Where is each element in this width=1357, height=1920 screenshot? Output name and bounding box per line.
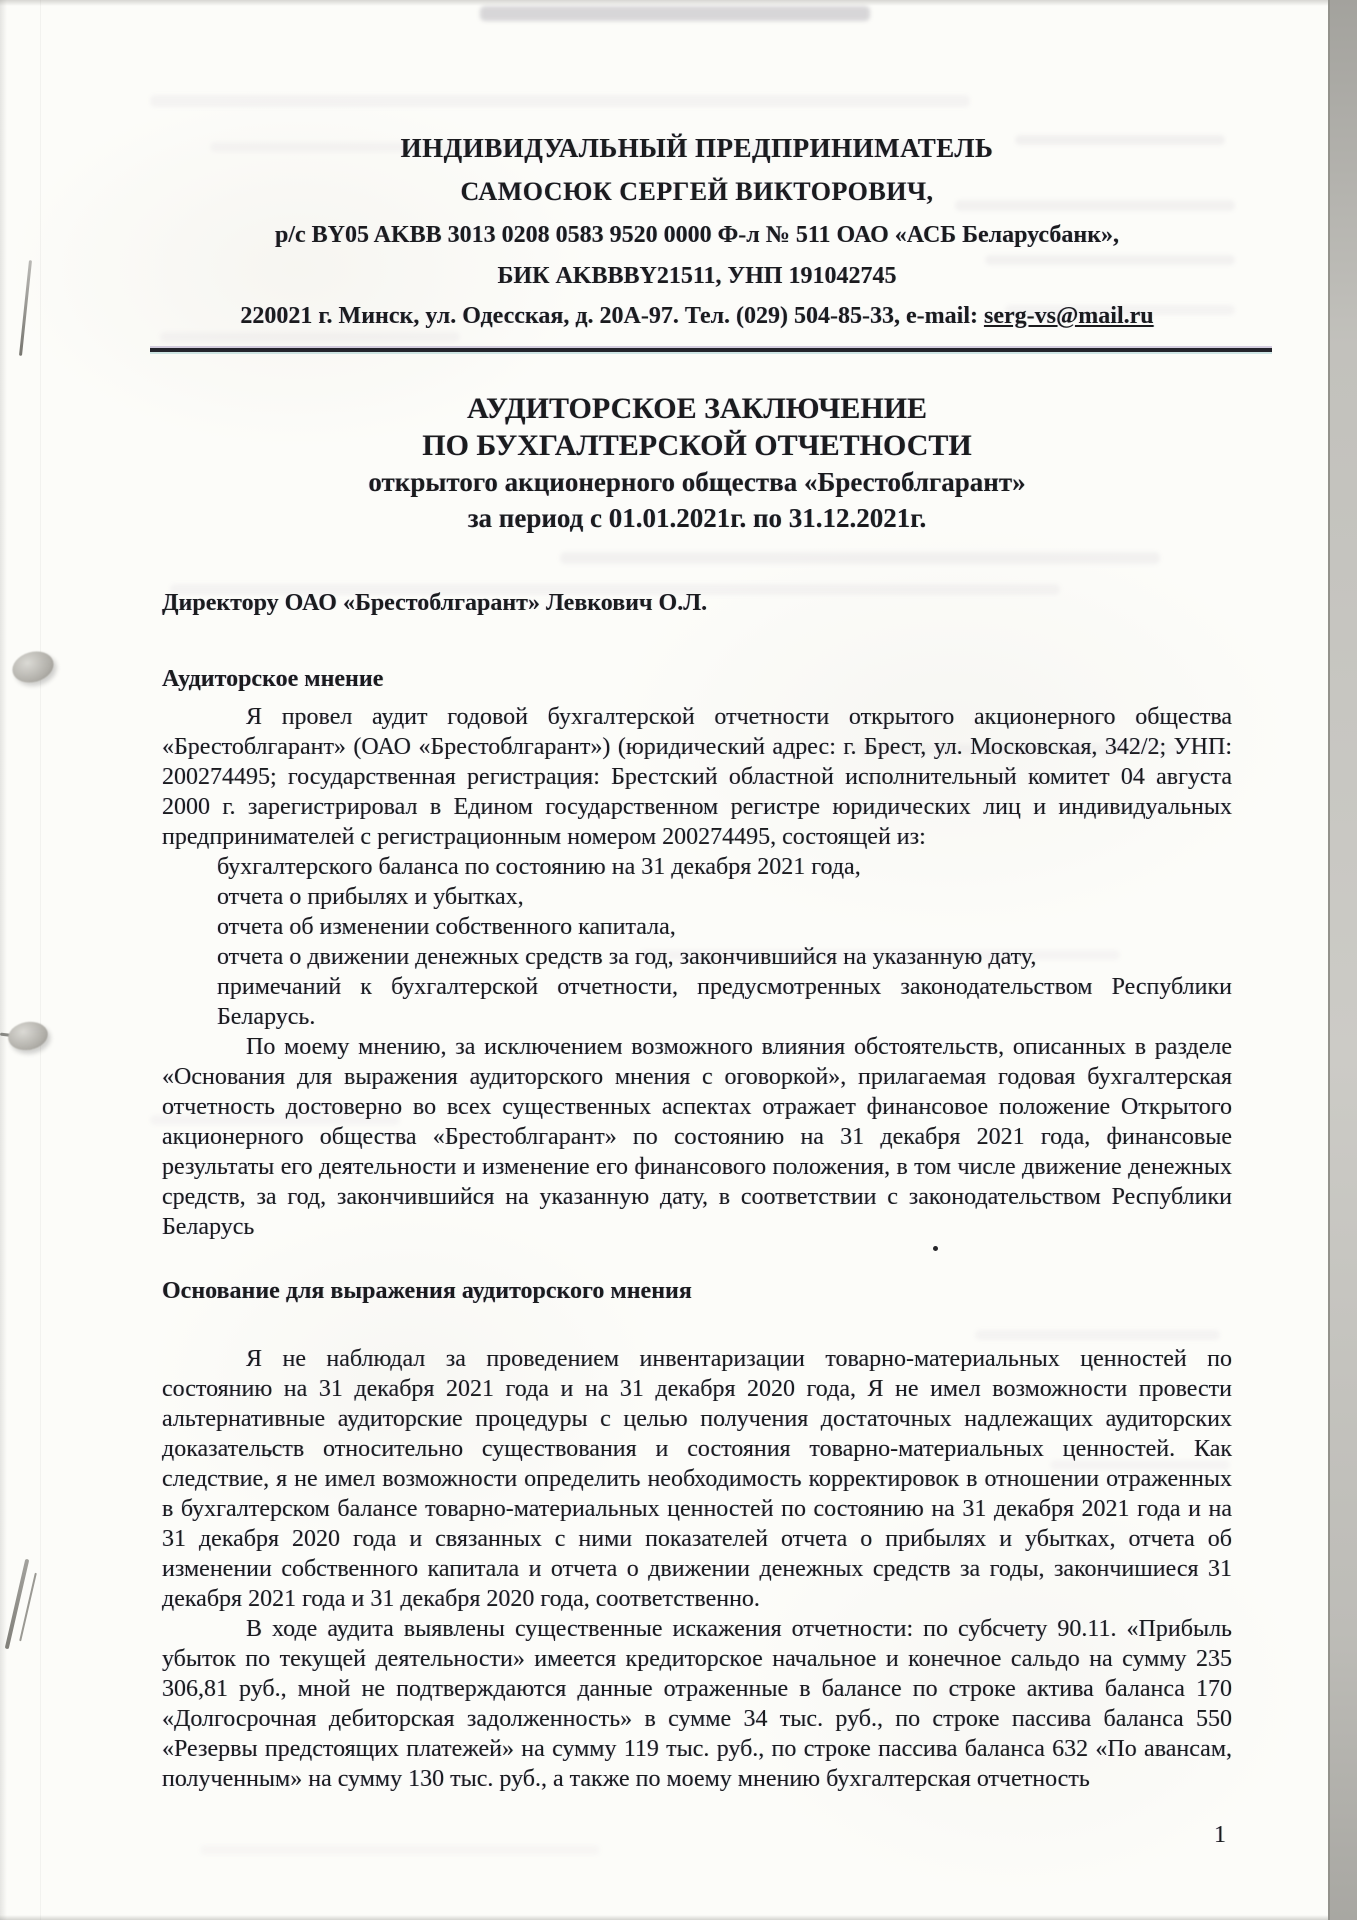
- opinion-conclusion-paragraph: По моему мнению, за исключением возможного влияния обстоятельств, описанных в разделе «Основания для выражения аудиторского мнения с оговоркой», прилагаемая годовая бухгалтерская отчетность достоверно во всех существенных аспектах отражает финансовое положение Открытого акционерного общества «Брестоблгарант» по состоянию на 31 декабря 2021 года, финансовые результаты его деятельности и изменение его финансового положения, в том числе движение денежных средств, за год, закончившийся на указанную дату, в соответствии с законодательством Республики Беларусь: [162, 1034, 1232, 1240]
- document-title-line: ПО БУХГАЛТЕРСКОЙ ОТЧЕТНОСТИ: [422, 429, 972, 462]
- paper-fold-line: [40, 0, 41, 1920]
- list-item: бухгалтерского баланса по состоянию на 31 декабря 2021 года,: [217, 854, 861, 880]
- page-bottom-edge-shadow: [0, 1915, 1357, 1920]
- section-heading-basis: Основание для выражения аудиторского мнения: [162, 1278, 692, 1304]
- letterhead-divider-rule: [150, 348, 1272, 352]
- list-item: отчета о прибылях и убытках,: [217, 884, 524, 910]
- basis-paragraph-1: Я не наблюдал за проведением инвентаризации товарно-материальных ценностей по состоянию на 31 декабря 2021 года и на 31 декабря 2020 года, Я не имел возможности провести альтернативные аудиторские процедуры с целью получения достаточных надлежащих аудиторских доказательств относительно существования и состояния товарно-материальных ценностей. Как следствие, я не имел возможности определить необходимость корректировок в отношении отраженных в бухгалтерском балансе товарно-материальных ценностей по состоянию на 31 декабря 2021 года и на 31 декабря 2020 года и связанных с ними показателей отчета о прибылях и убытках, отчета об изменении собственного капитала и отчета о движении денежных средств за годы, закончишиеся 31 декабря 2021 года и 31 декабря 2020 года, соответственно.: [162, 1346, 1232, 1612]
- opinion-intro-paragraph: Я провел аудит годовой бухгалтерской отчетности открытого акционерного общества «Брестоблгарант» (ОАО «Брестоблгарант») (юридический адрес: г. Брест, ул. Московская, 342/2; УНП: 200274495; государственная регистрация: Брестский областной исполнительный комитет 04 августа 2000 г. зарегистрировал в Едином государственном регистре юридических лиц и индивидуальных предпринимателей с регистрационным номером 200274495, состоящей из:: [162, 704, 1232, 850]
- letterhead-entity-type: ИНДИВИДУАЛЬНЫЙ ПРЕДПРИНИМАТЕЛЬ: [400, 133, 994, 163]
- list-item: отчета об изменении собственного капитала,: [217, 914, 676, 940]
- letterhead-email: serg-vs@mail.ru: [984, 303, 1154, 329]
- list-item: примечаний к бухгалтерской отчетности, предусмотренных законодательством Республики Беларусь.: [217, 974, 1232, 1030]
- bleed-through-smudge: [480, 6, 870, 21]
- page-number: 1: [1214, 1822, 1226, 1848]
- letterhead-person-name: САМОСЮК СЕРГЕЙ ВИКТОРОВИЧ,: [460, 177, 934, 206]
- document-title-subject: открытого акционерного общества «Брестоблгарант»: [368, 467, 1026, 497]
- binder-fastener-mark: [9, 647, 58, 687]
- bleed-through-smudge: [150, 95, 970, 107]
- letterhead: [162, 126, 1232, 336]
- binder-fastener-mark: [6, 1019, 50, 1054]
- scanner-background-strip: [1328, 0, 1357, 1920]
- statement-components-list: [162, 852, 1232, 1032]
- letterhead-bank-codes: БИК AKBBBY21511, УНП 191042745: [497, 263, 897, 289]
- letterhead-bank-account: р/с BY05 AKBB 3013 0208 0583 9520 0000 Ф-л № 511 ОАО «АСБ Беларусбанк»,: [274, 222, 1120, 248]
- section-heading-opinion: Аудиторское мнение: [162, 666, 384, 692]
- page-top-edge-shadow: [0, 0, 1357, 6]
- basis-paragraph-2: В ходе аудита выявлены существенные искажения отчетности: по субсчету 90.11. «Прибыль убыток по текущей деятельности» имеется кредиторское начальное и конечное сальдо на сумму 235 306,81 руб., мной не подтверждаются данные отраженные в балансе по строке актива баланса 170 «Долгосрочная дебиторская задолженность» в сумме 34 тыс. руб., по строке пассива баланса 550 «Резервы предстоящих платежей» на сумму 119 тыс. руб., по строке пассива баланса 632 «По авансам, полученным» на сумму 130 тыс. руб., а также по моему мнению бухгалтерская отчетность: [162, 1616, 1232, 1792]
- binder-prong-mark: [19, 260, 32, 356]
- document-body: [162, 126, 1232, 1850]
- page-left-edge-shadow: [0, 0, 7, 1920]
- list-item: отчета о движении денежных средств за год, закончившийся на указанную дату,: [217, 944, 1037, 970]
- letterhead-address-phone: 220021 г. Минск, ул. Одесская, д. 20А-97. Тел. (029) 504-85-33, e-mail:: [240, 303, 984, 329]
- document-title-period: за период с 01.01.2021г. по 31.12.2021г.: [467, 503, 927, 533]
- document-title-line: АУДИТОРСКОЕ ЗАКЛЮЧЕНИЕ: [466, 392, 928, 425]
- addressee-line: Директору ОАО «Брестоблгарант» Левкович О.Л.: [162, 590, 708, 616]
- document-title: [162, 390, 1232, 536]
- binder-prong-mark: [5, 1559, 30, 1650]
- letterhead-contact-line: [162, 296, 1232, 336]
